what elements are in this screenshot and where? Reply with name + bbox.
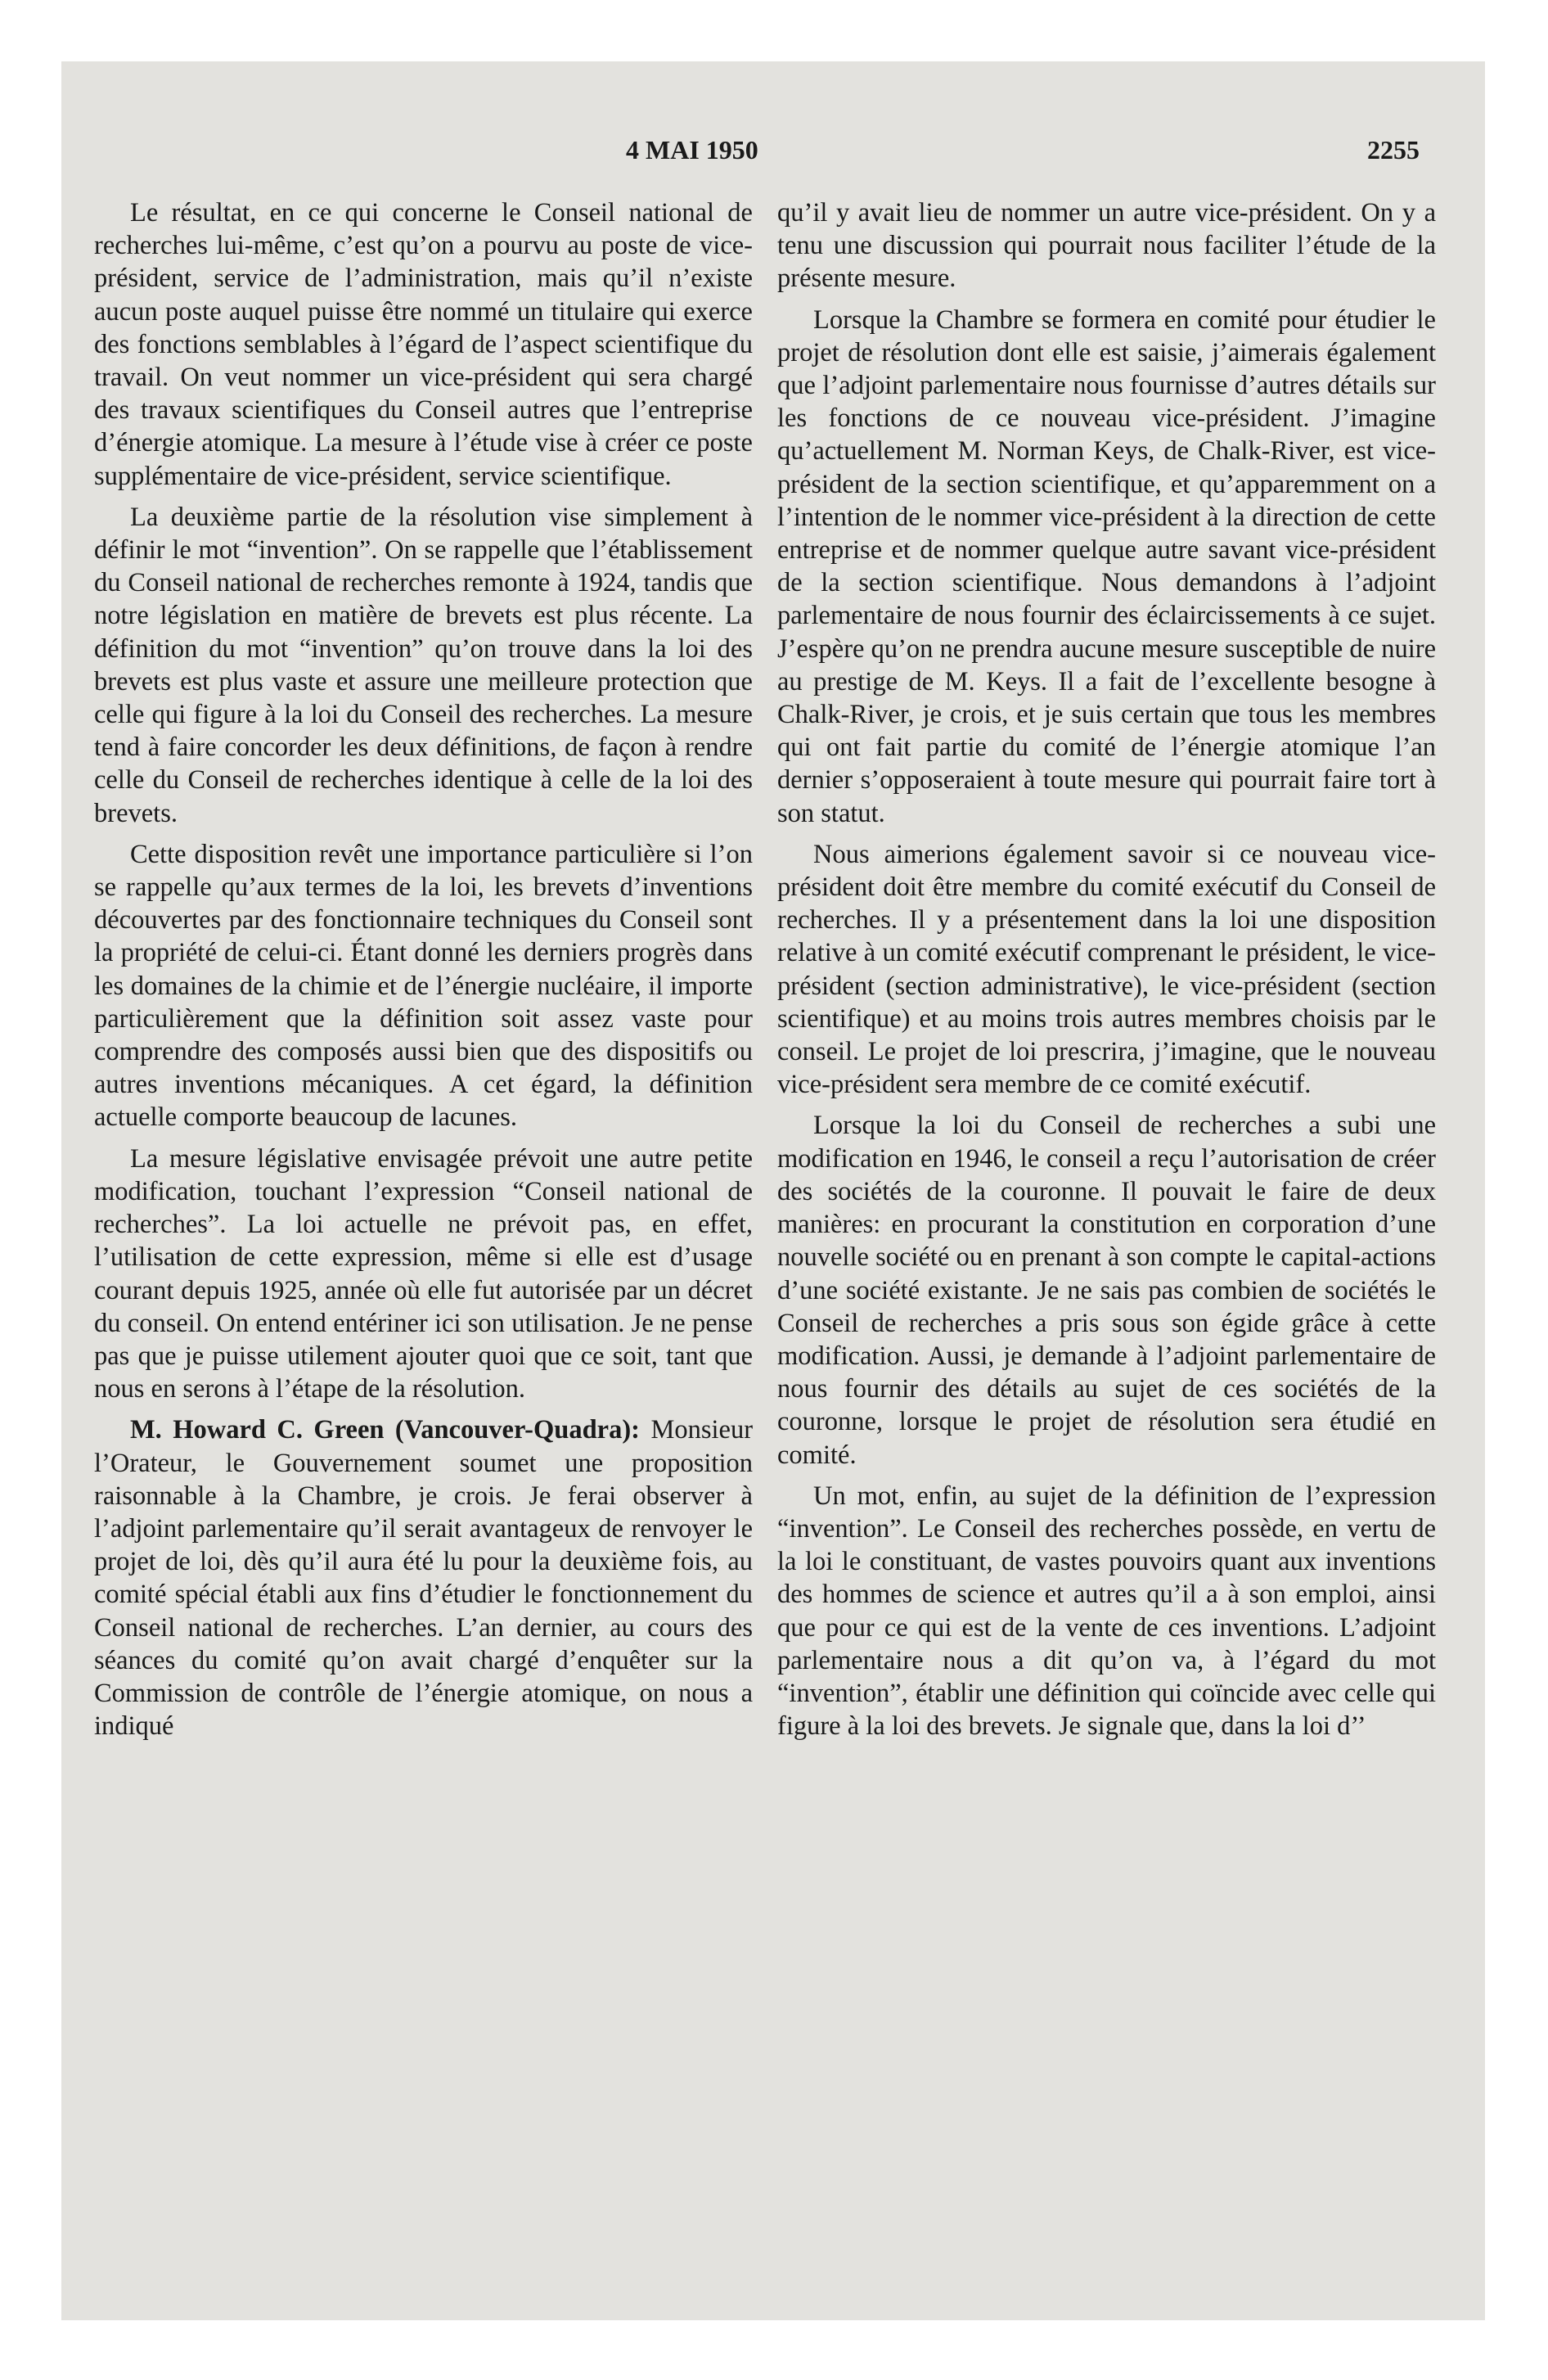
paragraph: Lorsque la loi du Conseil de recherches a subi une modification en 1946, le conseil a reçu l’autorisation de créer des sociétés de la couronne. Il pouvait le faire de deux manières: en procurant la constitution en corporation d’une nouvelle société ou en prenant à son compte le capital-actions d’une société existante. Je ne sais pas combien de sociétés le Conseil de recherches a pris sous son égide grâce à cette modification. Aussi, je demande à l’adjoint parlementaire de nous fournir des détails au sujet de ces sociétés de la couronne, lorsque le projet de résolution sera étudié en comité. — [777, 1111, 1436, 1470]
speech-paragraph — [94, 1413, 753, 1742]
paragraph: Un mot, enfin, au sujet de la définition de l’expression “invention”. Le Conseil des recherches possède, en vertu de la loi le constituant, de vastes pouvoirs quant aux inventions des hommes de science et autres qu’il a à son emploi, ainsi que pour ce qui est de la vente de ces inventions. L’adjoint parlementaire nous a dit qu’on va, à l’égard du mot “invention”, établir une définition qui coïncide avec celle qui figure à la loi des brevets. Je signale que, dans la loi d’’ — [777, 1481, 1436, 1742]
speech-text: Monsieur l’Orateur, le Gouvernement soumet une proposition raisonnable à la Chambre, je crois. Je ferai observer à l’adjoint parlementaire qu’il serait avantageux de renvoyer le projet de loi, dès qu’il aura été lu pour la deuxième fois, au comité spécial établi aux fins d’étudier le fonctionnement du Conseil national de recherches. L’an dernier, au cours des séances du comité qu’on avait chargé d’enquêter sur la Commission de contrôle de l’énergie atomique, on nous a indiqué — [94, 1415, 754, 1742]
header-date: 4 MAI 1950 — [626, 135, 758, 165]
paragraph: Lorsque la Chambre se formera en comité pour étudier le projet de résolution dont elle est saisie, j’aimerais également que l’adjoint parlementaire nous fournisse d’autres détails sur les fonctions de ce nouveau vice-président. J’imagine qu’actuellement M. Norman Keys, de Chalk-River, est vice-président de la section scientifique, et qu’apparemment on a l’intention de le nommer vice-président à la direction de cette entreprise et de nommer quelque autre savant vice-président de la section scientifique. Nous demandons à l’adjoint parlementaire de nous fournir des éclaircissements à ce sujet. J’espère qu’on ne prendra aucune mesure susceptible de nuire au prestige de M. Keys. Il a fait de l’excellente besogne à Chalk-River, je crois, et je suis certain que tous les membres qui ont fait partie du comité de l’énergie atomique l’an dernier s’opposeraient à toute mesure qui pourrait faire tort à son statut. — [777, 304, 1436, 828]
paragraph: Nous aimerions également savoir si ce nouveau vice-président doit être membre du comité exécutif du Conseil de recherches. Il y a présentement dans la loi une disposition relative à un comité exécutif comprenant le président, le vice-président (section administrative), le vice-président (section scientifique) et au moins trois autres membres choisis par le conseil. Le projet de loi prescrira, j’imagine, que le nouveau vice-président sera membre de ce comité exécutif. — [777, 839, 1436, 1100]
paragraph: Cette disposition revêt une importance particulière si l’on se rappelle qu’aux termes de la loi, les brevets d’inventions découvertes par des fonctionnaire techniques du Conseil sont la propriété de celui-ci. Étant donné les derniers progrès dans les domaines de la chimie et de l’énergie nucléaire, il importe particulièrement que la définition soit assez vaste pour comprendre des composés aussi bien que des dispositifs ou autres inventions mécaniques. A cet égard, la définition actuelle comporte beaucoup de lacunes. — [94, 839, 753, 1133]
paragraph: Le résultat, en ce qui concerne le Conseil national de recherches lui-même, c’est qu’on a pourvu au poste de vice-président, service de l’administration, mais qu’il n’existe aucun poste auquel puisse être nommé un titulaire qui exerce des fonctions semblables à l’égard de l’aspect scientifique du travail. On veut nommer un vice-président qui sera chargé des travaux scientifiques du Conseil autres que l’entreprise d’énergie atomique. La mesure à l’étude vise à créer ce poste supplémentaire de vice-président, service scientifique. — [94, 198, 753, 491]
page-header — [61, 135, 1485, 176]
paragraph: La deuxième partie de la résolution vise simplement à définir le mot “invention”. On se rappelle que l’établissement du Conseil national de recherches remonte à 1924, tandis que notre législation en matière de brevets est plus récente. La définition du mot “invention” qu’on trouve dans la loi des brevets est plus vaste et assure une meilleure protection que celle qui figure à la loi du Conseil des recherches. La mesure tend à faire concorder les deux définitions, de façon à rendre celle du Conseil de recherches identique à celle de la loi des brevets. — [94, 502, 753, 828]
right-column — [777, 196, 1436, 1751]
page-number: 2255 — [1367, 135, 1420, 165]
speaker-name: M. Howard C. Green (Vancouver-Quadra): — [130, 1415, 640, 1445]
left-column — [94, 196, 753, 1751]
continued-paragraph: qu’il y avait lieu de nommer un autre vice-président. On y a tenu une discussion qui pourrait nous faciliter l’étude de la présente mesure. — [777, 198, 1436, 294]
scanned-page — [61, 61, 1485, 2320]
paragraph: La mesure législative envisagée prévoit une autre petite modification, touchant l’expression “Conseil national de recherches”. La loi actuelle ne prévoit pas, en effet, l’utilisation de cette expression, même si elle est d’usage courant depuis 1925, année où elle fut autorisée par un décret du conseil. On entend entériner ici son utilisation. Je ne pense pas que je puisse utilement ajouter quoi que ce soit, tant que nous en serons à l’étape de la résolution. — [94, 1143, 753, 1404]
